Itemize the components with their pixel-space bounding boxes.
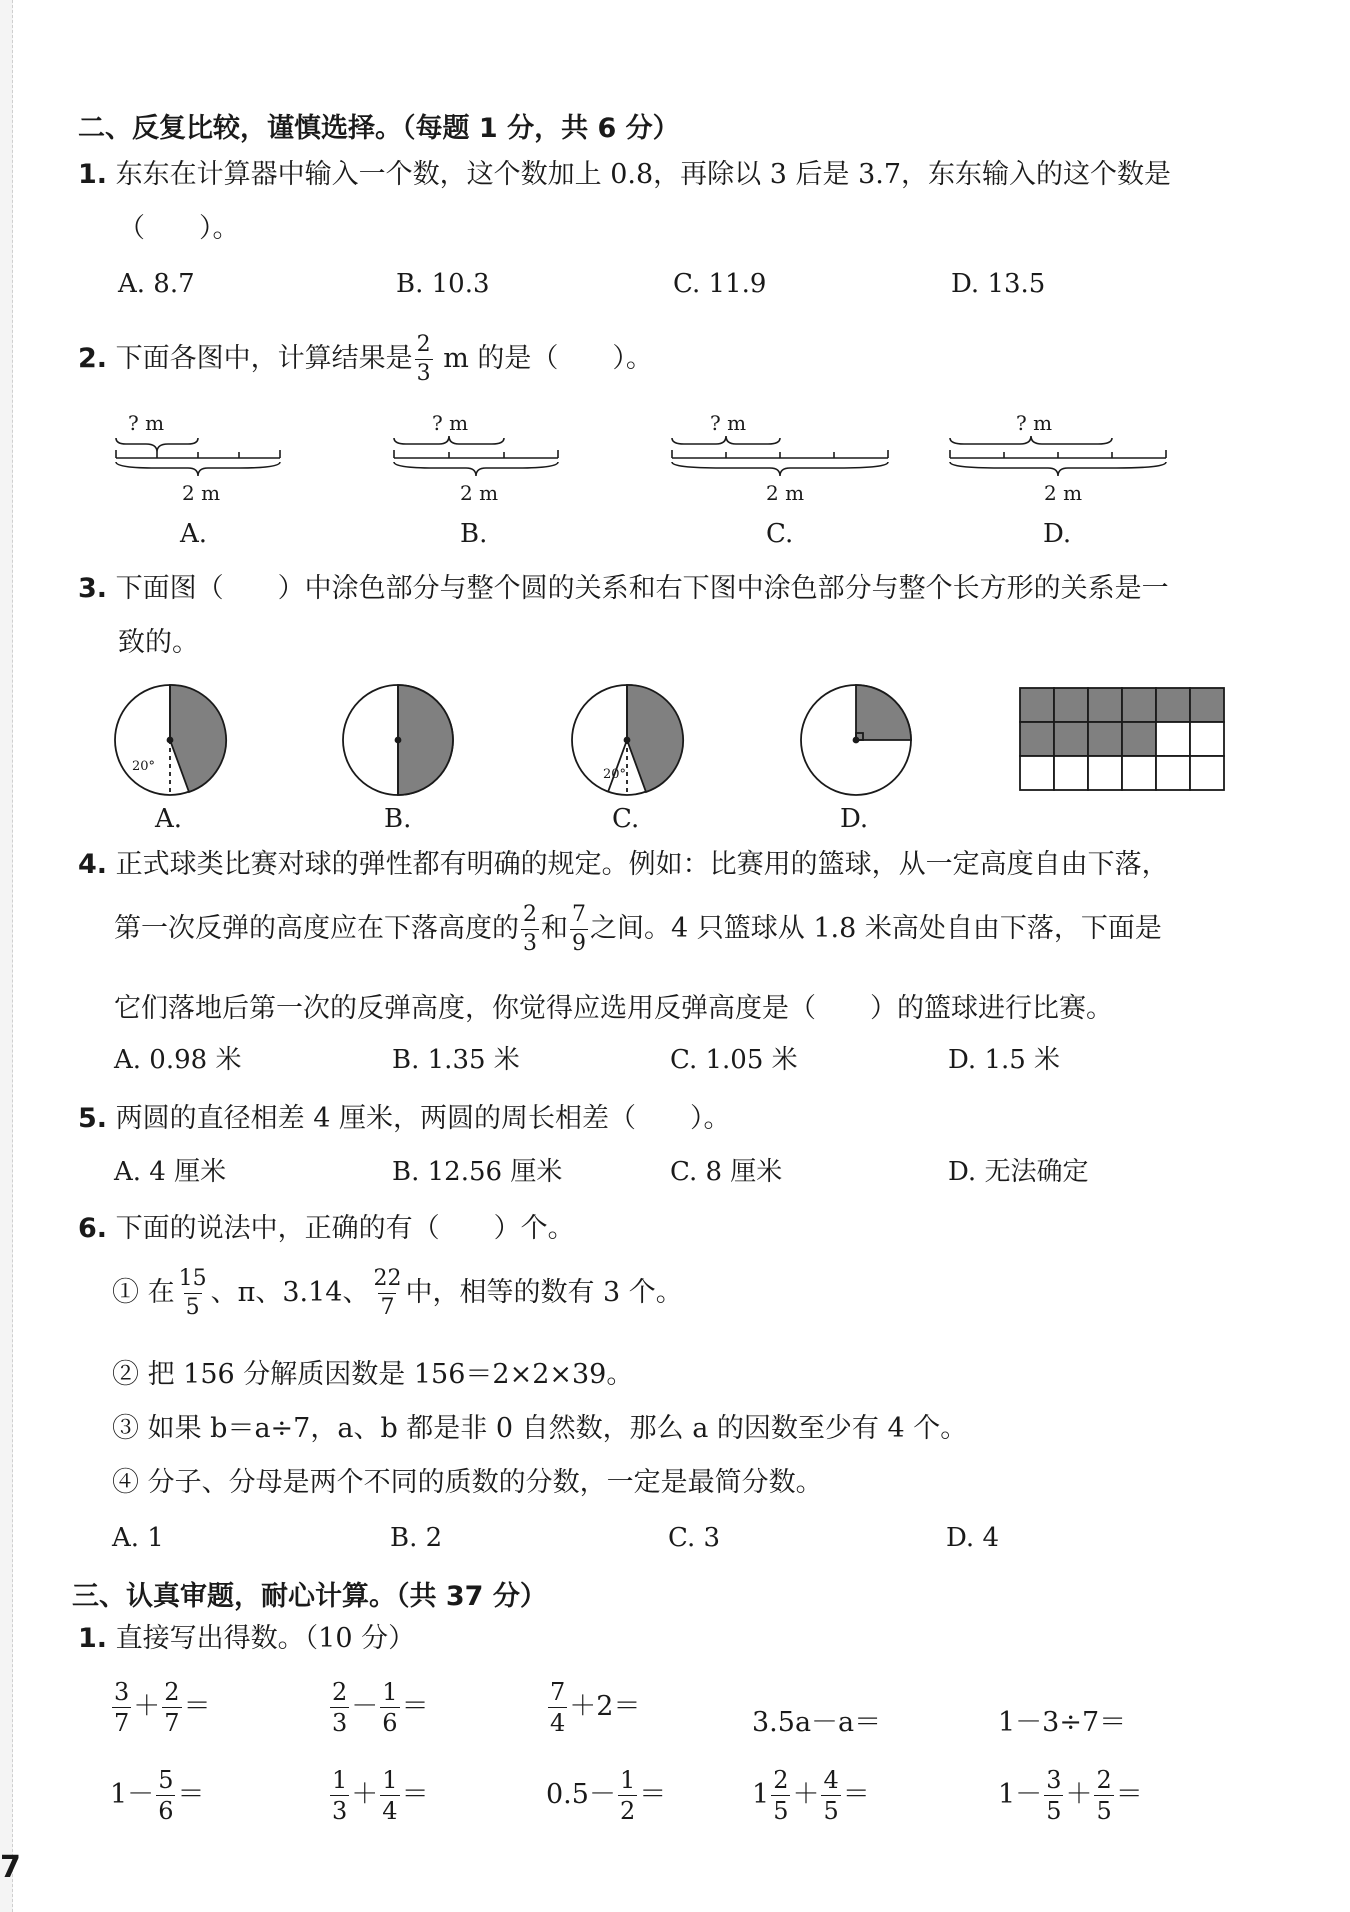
q3-circle-a xyxy=(115,685,226,795)
operator: ＋ xyxy=(792,1779,820,1810)
q3-rectangle-grid xyxy=(1020,688,1224,790)
q4-f1-den: 3 xyxy=(523,931,537,956)
q2-b-bottom-label: 2 m xyxy=(460,481,499,505)
q1-number: 1. xyxy=(78,159,108,190)
q5-option-b[interactable]: B. 12.56 厘米 xyxy=(392,1157,563,1187)
q4-l2-pre: 第一次反弹的高度应在下落高度的 xyxy=(114,913,519,944)
q4-option-c[interactable]: C. 1.05 米 xyxy=(670,1045,798,1075)
calc-prefix: 1－ xyxy=(998,1779,1043,1810)
frac-num: 3 xyxy=(114,1678,130,1706)
frac-num: 2 xyxy=(773,1766,789,1794)
q4-l2-mid: 和 xyxy=(541,913,568,944)
section-2-title: 二、反复比较，谨慎选择。（每题 1 分，共 6 分） xyxy=(78,113,680,144)
frac-num: 2 xyxy=(164,1678,180,1706)
q3-figures xyxy=(100,680,1250,810)
equals: ＝ xyxy=(401,1779,429,1810)
q6-option-c[interactable]: C. 3 xyxy=(668,1523,721,1553)
q6-s1-f2-num: 22 xyxy=(373,1266,402,1291)
q2-a-bottom-label: 2 m xyxy=(182,481,221,505)
calc-prefix: 1－ xyxy=(110,1779,155,1810)
operator: － xyxy=(351,1691,379,1722)
q3-circle-d xyxy=(801,685,911,795)
frac-num: 7 xyxy=(550,1678,566,1706)
q4-l2-post: 之间。4 只篮球从 1.8 米高处自由下落，下面是 xyxy=(590,913,1162,944)
q4-option-b[interactable]: B. 1.35 米 xyxy=(392,1045,520,1075)
q3-text: 下面图（ ）中涂色部分与整个圆的关系和右下图中涂色部分与整个长方形的关系是一 xyxy=(115,573,1169,604)
q3-number: 3. xyxy=(78,573,108,604)
q3-circle-c xyxy=(572,685,683,795)
q2-text-pre: 下面各图中，计算结果是 xyxy=(115,343,413,374)
frac-den: 5 xyxy=(823,1797,839,1825)
calc-r2-c1 xyxy=(110,1768,204,1823)
q6-option-b[interactable]: B. 2 xyxy=(390,1523,443,1553)
q4-f2-num: 7 xyxy=(572,902,586,927)
frac-den: 7 xyxy=(114,1709,130,1737)
question-1 xyxy=(78,158,1171,192)
q2-c-top-label: ? m xyxy=(710,411,747,435)
q4-text-line2 xyxy=(114,904,1162,955)
q2-d-top-label: ? m xyxy=(1016,411,1053,435)
q6-statement-1 xyxy=(112,1268,683,1319)
q3-a-angle-label: 20° xyxy=(132,759,156,774)
frac-num: 1 xyxy=(382,1678,398,1706)
s3-q1-text: 直接写出得数。（10 分） xyxy=(115,1623,416,1654)
q2-diagrams xyxy=(100,408,1200,508)
q2-option-c[interactable]: C. xyxy=(766,519,794,549)
calc-prefix: 0.5－ xyxy=(546,1779,616,1810)
q4-f1-num: 2 xyxy=(523,902,537,927)
q1-option-c[interactable]: C. 11.9 xyxy=(673,269,767,299)
q4-fraction-2 xyxy=(570,904,588,955)
frac-num: 1 xyxy=(332,1766,348,1794)
frac-den: 2 xyxy=(619,1797,636,1825)
q3-option-d[interactable]: D. xyxy=(840,804,869,834)
question-5 xyxy=(78,1102,730,1136)
q5-number: 5. xyxy=(78,1103,108,1134)
calc-r2-c4 xyxy=(752,1768,870,1823)
page-edge xyxy=(0,0,13,1912)
q6-s1-fraction-2 xyxy=(371,1268,403,1319)
q3-circle-b xyxy=(343,685,453,795)
calc-r1-c1 xyxy=(110,1680,211,1735)
calc-rest: ＋2＝ xyxy=(569,1691,641,1722)
q4-option-d[interactable]: D. 1.5 米 xyxy=(948,1045,1061,1075)
section-3-title: 三、认真审题，耐心计算。（共 37 分） xyxy=(72,1581,547,1612)
frac-den: 4 xyxy=(550,1709,566,1737)
q1-text-line2: （ ）。 xyxy=(118,213,240,244)
q6-s1-pre: ① 在 xyxy=(112,1277,175,1308)
q2-diagram-a xyxy=(116,438,280,476)
frac-num: 4 xyxy=(823,1766,839,1794)
q2-b-top-label: ? m xyxy=(432,411,469,435)
equals: ＝ xyxy=(1115,1779,1143,1810)
frac-den: 6 xyxy=(382,1709,398,1737)
frac-num: 2 xyxy=(332,1678,348,1706)
frac-den: 4 xyxy=(382,1797,398,1825)
calc-r1-c3 xyxy=(546,1680,640,1735)
frac-den: 7 xyxy=(164,1709,180,1737)
q2-option-b[interactable]: B. xyxy=(460,519,488,549)
q5-option-c[interactable]: C. 8 厘米 xyxy=(670,1157,783,1187)
q6-s1-fraction-1 xyxy=(177,1268,209,1319)
equals: ＝ xyxy=(401,1691,429,1722)
frac-num: 2 xyxy=(1096,1766,1112,1794)
q2-number: 2. xyxy=(78,343,108,374)
calc-r1-c5: 1－3÷7＝ xyxy=(998,1707,1127,1738)
s3-q1-number: 1. xyxy=(78,1623,108,1654)
question-2 xyxy=(78,334,653,385)
q2-option-d[interactable]: D. xyxy=(1043,519,1072,549)
frac-num: 1 xyxy=(619,1766,636,1794)
q2-d-bottom-label: 2 m xyxy=(1044,481,1083,505)
q6-s1-f2-den: 7 xyxy=(380,1295,395,1320)
equals: ＝ xyxy=(639,1779,667,1810)
q6-s1-f1-den: 5 xyxy=(185,1295,200,1320)
q4-number: 4. xyxy=(78,849,108,880)
q2-option-a[interactable]: A. xyxy=(180,519,208,549)
q4-f2-den: 9 xyxy=(572,931,586,956)
question-4 xyxy=(78,848,1169,882)
q6-s1-f1-num: 15 xyxy=(178,1266,207,1291)
frac-num: 1 xyxy=(382,1766,398,1794)
frac-den: 3 xyxy=(332,1797,348,1825)
q6-text: 下面的说法中，正确的有（ ）个。 xyxy=(115,1213,575,1244)
q4-fraction-1 xyxy=(521,904,539,955)
operator: ＋ xyxy=(133,1691,161,1722)
calc-prefix: 1 xyxy=(752,1779,770,1810)
q2-diagram-b xyxy=(394,436,558,476)
frac-den: 5 xyxy=(773,1797,789,1825)
q2-frac-num: 2 xyxy=(416,332,431,357)
question-3 xyxy=(78,572,1169,606)
q3-option-b[interactable]: B. xyxy=(384,804,412,834)
q6-option-a[interactable]: A. 1 xyxy=(112,1523,164,1553)
operator: ＋ xyxy=(351,1779,379,1810)
q2-c-bottom-label: 2 m xyxy=(766,481,805,505)
calc-r2-c2 xyxy=(328,1768,429,1823)
q6-s1-mid: 、π、3.14、 xyxy=(210,1277,370,1308)
q5-option-d[interactable]: D. 无法确定 xyxy=(948,1157,1089,1187)
equals: ＝ xyxy=(183,1691,211,1722)
q2-frac-den: 3 xyxy=(416,361,431,386)
q2-a-top-label: ? m xyxy=(128,411,165,435)
q1-option-d[interactable]: D. 13.5 xyxy=(951,269,1046,299)
q4-text-line3: 它们落地后第一次的反弹高度，你觉得应选用反弹高度是（ ）的篮球进行比赛。 xyxy=(114,993,1113,1024)
calc-r2-c3 xyxy=(546,1768,666,1823)
q5-text: 两圆的直径相差 4 厘米，两圆的周长相差（ ）。 xyxy=(115,1103,731,1134)
frac-num: 5 xyxy=(158,1766,174,1794)
q3-text-line2: 致的。 xyxy=(118,627,199,658)
q3-c-angle-label: 20° xyxy=(603,767,627,782)
q3-option-a[interactable]: A. xyxy=(155,804,183,834)
q1-text: 东东在计算器中输入一个数，这个数加上 0.8，再除以 3 后是 3.7，东东输入的这个数是 xyxy=(115,159,1172,190)
q4-option-a[interactable]: A. 0.98 米 xyxy=(114,1045,242,1075)
q6-statement-3: ③ 如果 b＝a÷7，a、b 都是非 0 自然数，那么 a 的因数至少有 4 个。 xyxy=(112,1413,968,1444)
equals: ＝ xyxy=(177,1779,205,1810)
q6-statement-4: ④ 分子、分母是两个不同的质数的分数，一定是最简分数。 xyxy=(112,1467,823,1498)
frac-num: 3 xyxy=(1046,1766,1062,1794)
page-number: 7 xyxy=(0,1850,21,1885)
q2-diagram-c xyxy=(672,436,888,476)
equals: ＝ xyxy=(842,1779,870,1810)
q3-option-c[interactable]: C. xyxy=(612,804,640,834)
q4-text: 正式球类比赛对球的弹性都有明确的规定。例如：比赛用的篮球，从一定高度自由下落， xyxy=(115,849,1169,880)
q2-fraction xyxy=(415,334,433,385)
operator: ＋ xyxy=(1065,1779,1093,1810)
frac-den: 3 xyxy=(332,1709,348,1737)
q1-option-a[interactable]: A. 8.7 xyxy=(118,269,195,299)
q2-diagram-d xyxy=(950,436,1166,476)
q5-option-a[interactable]: A. 4 厘米 xyxy=(114,1157,227,1187)
q6-s1-post: 中，相等的数有 3 个。 xyxy=(405,1277,683,1308)
frac-den: 5 xyxy=(1046,1797,1062,1825)
frac-den: 6 xyxy=(158,1797,174,1825)
q6-number: 6. xyxy=(78,1213,108,1244)
question-6 xyxy=(78,1212,575,1246)
calc-r1-c2 xyxy=(328,1680,429,1735)
frac-den: 5 xyxy=(1096,1797,1112,1825)
q6-statement-2: ② 把 156 分解质因数是 156＝2×2×39。 xyxy=(112,1359,634,1390)
q2-text-post: m 的是（ ）。 xyxy=(434,343,653,374)
q6-option-d[interactable]: D. 4 xyxy=(946,1523,999,1553)
calc-r1-c4: 3.5a－a＝ xyxy=(752,1707,882,1738)
q1-option-b[interactable]: B. 10.3 xyxy=(396,269,490,299)
section-3-question-1 xyxy=(78,1622,415,1656)
calc-r2-c5 xyxy=(998,1768,1143,1823)
